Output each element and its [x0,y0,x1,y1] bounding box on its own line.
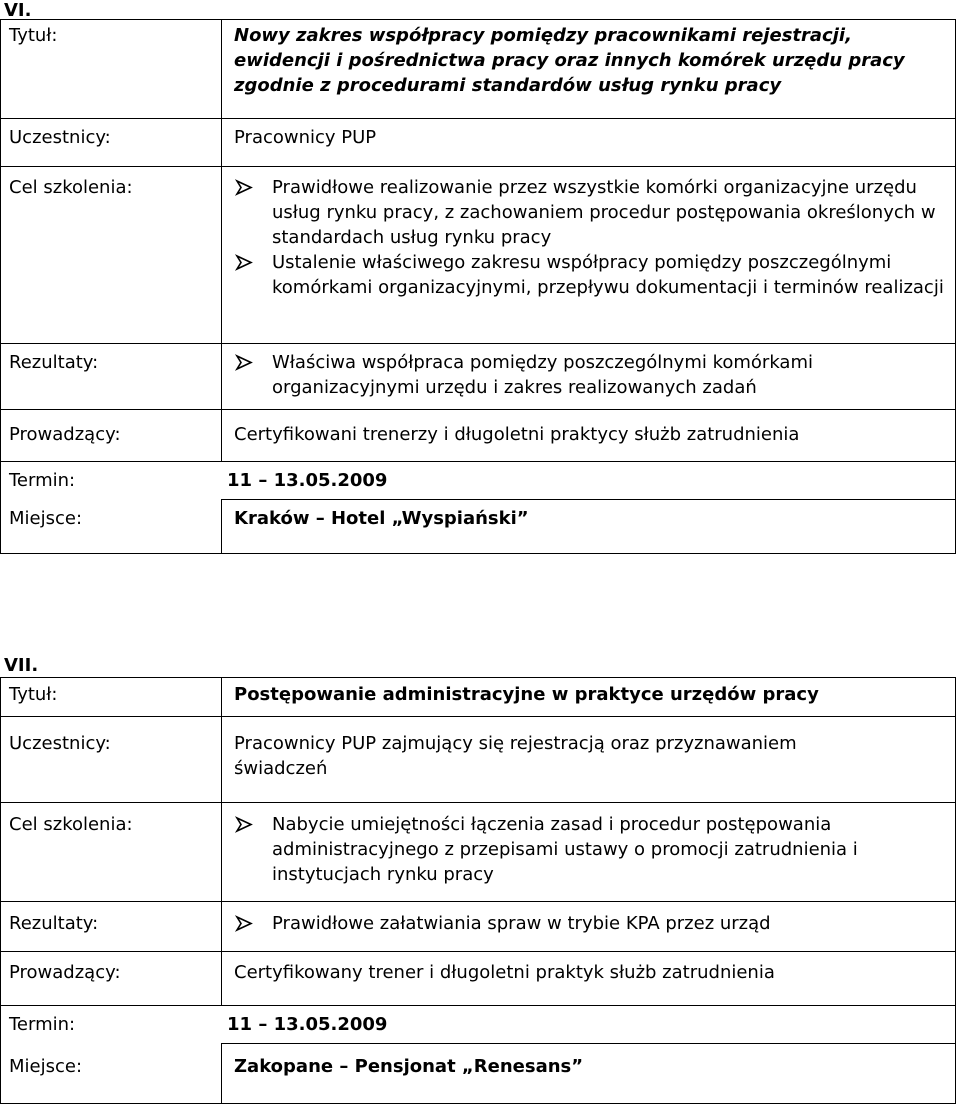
results-item-1: Prawidłowe załatwiania spraw w trybie KPA przez urząd [272,913,771,934]
place-value: Kraków – Hotel „Wyspiański” [222,500,956,554]
title-value: Postępowanie administracyjne w praktyce urzędów pracy [222,678,956,717]
row-results [1,902,956,952]
row-goal [1,167,956,344]
results-list [234,911,951,936]
results-label: Rezultaty: [9,913,99,934]
arrow-bullet-icon [234,250,254,275]
trainer-label: Prowadzący: [9,424,121,445]
course-table-vi [0,19,956,554]
section-number: VI. [4,0,32,21]
row-results [1,344,956,410]
list-item [234,350,951,400]
row-goal [1,803,956,902]
participants-label: Uczestnicy: [9,127,111,148]
goal-list [234,812,951,887]
row-term [1,1006,956,1044]
participants-value: Pracownicy PUP [222,119,956,167]
row-place [1,500,956,554]
course-table-vii [0,677,956,1104]
term-value: 11 – 13.05.2009 [227,1014,388,1035]
title-value: Nowy zakres współpracy pomiędzy pracownikami rejestracji, ewidencji i pośrednictwa pracy oraz innych komórek urzędu pracy zgodnie z procedurami standardów usług rynku pracy [222,20,956,119]
participants-value: Pracownicy PUP zajmujący się rejestracją oraz przyznawaniem świadczeń [222,717,956,803]
arrow-bullet-icon [234,911,254,936]
list-item [234,812,951,887]
goal-list [234,175,951,300]
goal-item-2: Ustalenie właściwego zakresu współpracy pomiędzy poszczególnymi komórkami organizacyjnymi, przepływu dokumentacji i terminów realizacji [272,252,944,298]
row-participants [1,717,956,803]
place-value: Zakopane – Pensjonat „Renesans” [222,1044,956,1104]
term-label: Termin: [9,1014,76,1035]
row-title [1,678,956,717]
section-number: VII. [4,655,39,676]
place-label: Miejsce: [9,1055,83,1077]
goal-label: Cel szkolenia: [9,814,133,835]
list-item [234,250,951,300]
place-label: Miejsce: [9,507,83,529]
title-label: Tytuł: [9,25,58,46]
trainer-value: Certyfikowani trenerzy i długoletni praktycy służb zatrudnienia [222,410,956,462]
row-trainer [1,952,956,1006]
row-term [1,462,956,500]
goal-item-1: Prawidłowe realizowanie przez wszystkie komórki organizacyjne urzędu usług rynku pracy, z zachowaniem procedur postępowania określonych w standardach usług rynku pracy [272,177,936,248]
row-title [1,20,956,119]
goal-label: Cel szkolenia: [9,177,133,198]
list-item [234,175,951,250]
arrow-bullet-icon [234,350,254,375]
results-item-1: Właściwa współpraca pomiędzy poszczególnymi komórkami organizacyjnymi urzędu i zakres realizowanych zadań [272,352,814,398]
trainer-label: Prowadzący: [9,962,121,983]
participants-label: Uczestnicy: [9,733,111,754]
trainer-value: Certyfikowany trener i długoletni praktyk służb zatrudnienia [222,952,956,1006]
row-place [1,1044,956,1104]
list-item [234,911,951,936]
term-value: 11 – 13.05.2009 [227,470,388,491]
goal-item-1: Nabycie umiejętności łączenia zasad i procedur postępowania administracyjnego z przepisami ustawy o promocji zatrudnienia i instytucjach rynku pracy [272,814,858,885]
row-trainer [1,410,956,462]
row-participants [1,119,956,167]
arrow-bullet-icon [234,175,254,200]
results-label: Rezultaty: [9,352,99,373]
title-label: Tytuł: [9,684,58,705]
term-label: Termin: [9,470,76,491]
arrow-bullet-icon [234,812,254,837]
results-list [234,350,951,400]
